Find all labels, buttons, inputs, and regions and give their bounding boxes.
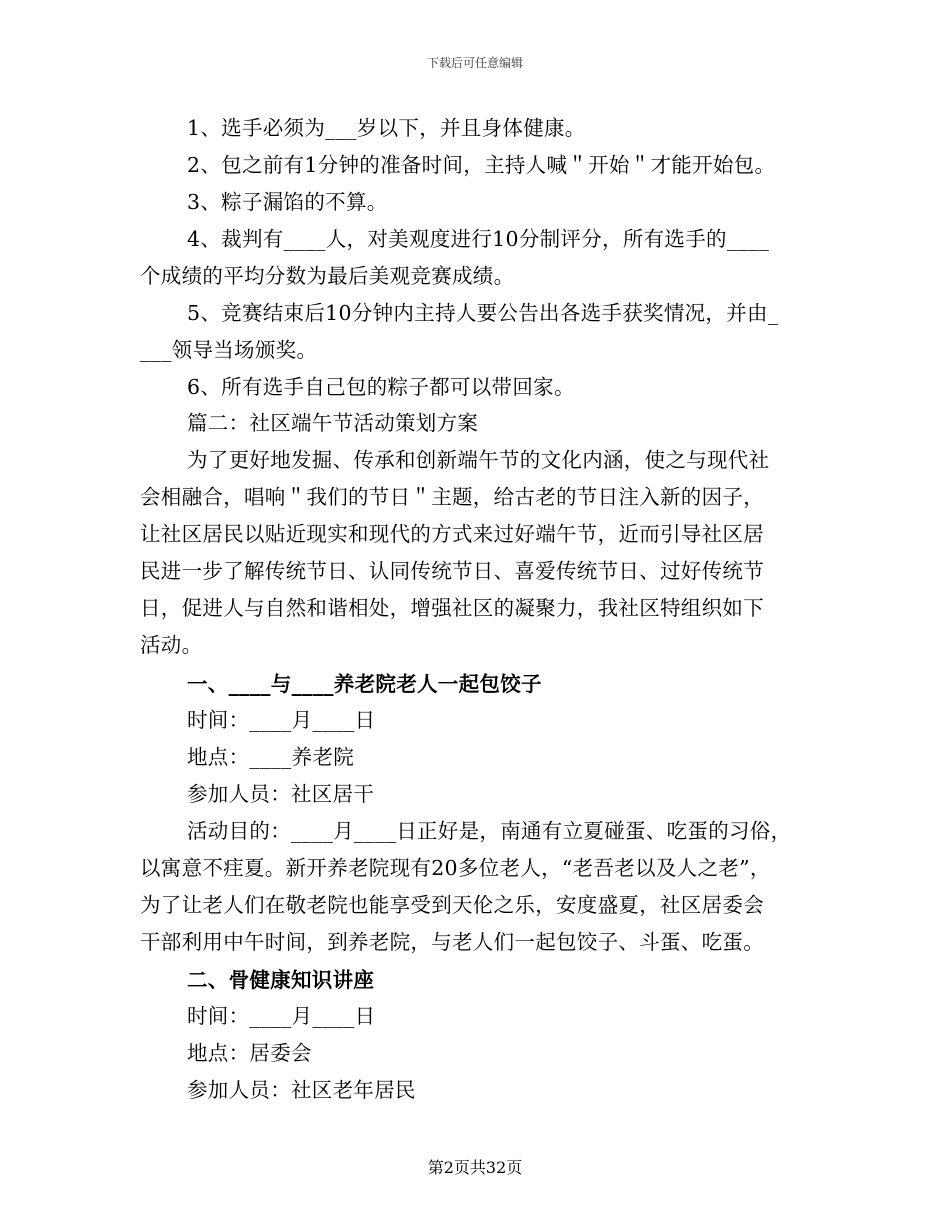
intro-paragraph-line: 会相融合，唱响＂我们的节日＂主题，给古老的节日注入新的因子， [140,485,764,509]
activity-1-purpose-cont: 干部利用中午时间，到养老院，与老人们一起包饺子、斗蛋、吃蛋。 [140,930,764,954]
rule-6: 6、所有选手自己包的粽子都可以带回家。 [187,375,575,399]
rule-1: 1、选手必须为___岁以下，并且身体健康。 [187,116,586,140]
rule-4: 4、裁判有____人，对美观度进行10分制评分，所有选手的____ [187,227,770,251]
intro-paragraph-line: 为了更好地发掘、传承和创新端午节的文化内涵，使之与现代社 [187,448,770,472]
activity-2-time: 时间：____月____日 [187,1004,376,1028]
activity-1-participants: 参加人员：社区居干 [187,782,375,806]
activity-1-place: 地点：____养老院 [187,745,354,769]
activity-1-purpose: 活动目的：____月____日正好是，南通有立夏碰蛋、吃蛋的习俗， [187,819,792,843]
activity-1-heading: 一、____与____养老院老人一起包饺子 [187,672,542,696]
activity-2-participants: 参加人员：社区老年居民 [187,1078,416,1102]
activity-2-heading: 二、骨健康知识讲座 [187,968,375,992]
page-footer: 第2页共32页 [427,1158,523,1177]
page-header: 下载后可任意编辑 [426,56,523,70]
section-title: 篇二：社区端午节活动策划方案 [187,411,479,435]
intro-paragraph-line: 活动。 [140,633,203,657]
activity-2-place: 地点：居委会 [187,1041,312,1065]
rule-2: 2、包之前有1分钟的准备时间，主持人喊＂开始＂才能开始包。 [187,153,776,177]
activity-1-purpose-cont: 为了让老人们在敬老院也能享受到天伦之乐，安度盛夏，社区居委会 [140,893,764,917]
activity-1-time: 时间：____月____日 [187,708,376,732]
rule-4-cont: 个成绩的平均分数为最后美观竞赛成绩。 [140,264,515,288]
activity-1-purpose-cont: 以寓意不疰夏。新开养老院现有20多位老人，“老吾老以及人之老”， [140,856,771,880]
intro-paragraph-line: 让社区居民以贴近现实和现代的方式来过好端午节，近而引导社区居 [140,522,764,546]
rule-3: 3、粽子漏馅的不算。 [187,190,388,214]
intro-paragraph-line: 民进一步了解传统节日、认同传统节日、喜爱传统节日、过好传统节 [140,559,764,583]
intro-paragraph-line: 日，促进人与自然和谐相处，增强社区的凝聚力，我社区特组织如下 [140,596,764,620]
rule-5-cont: ___领导当场颁奖。 [140,338,318,362]
rule-5: 5、竞赛结束后10分钟内主持人要公告出各选手获奖情况，并由_ [187,301,779,325]
